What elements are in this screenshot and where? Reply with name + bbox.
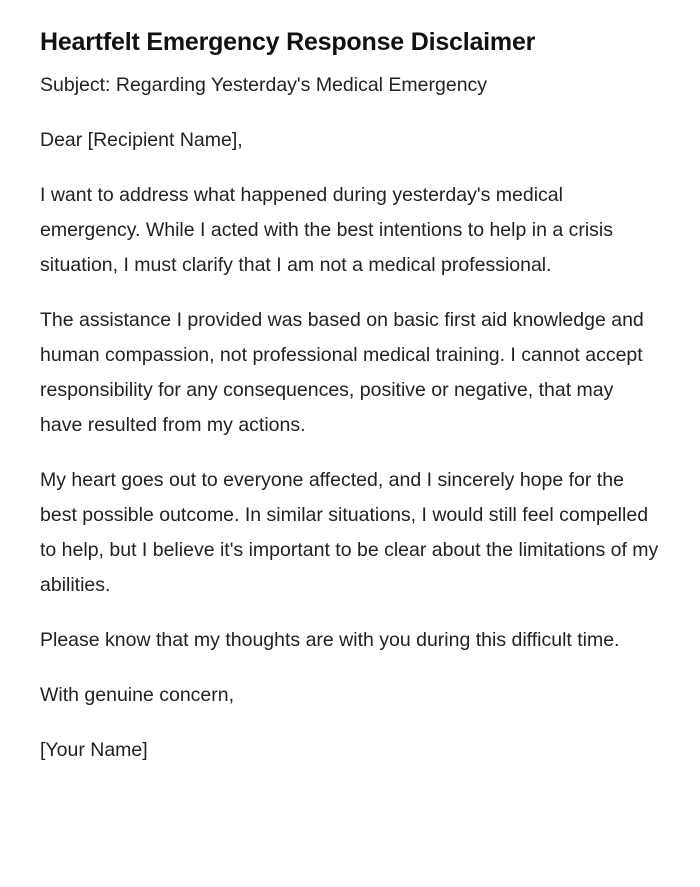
body-paragraph-2: The assistance I provided was based on basic first aid knowledge and human compassion, not professional medical training. I cannot accept responsibility for any consequences, positive or negative, that may have resulted from my actions.	[40, 309, 644, 436]
signature: [Your Name]	[40, 739, 148, 761]
body-paragraph-3: My heart goes out to everyone affected, and I sincerely hope for the best possible outcome. In similar situations, I would still feel compelled to help, but I believe it's important to be clear about the limitations of my abilities.	[40, 469, 659, 596]
closing: With genuine concern,	[40, 684, 235, 706]
document-title: Heartfelt Emergency Response Disclaimer	[40, 28, 536, 56]
body-paragraph-4: Please know that my thoughts are with you during this difficult time.	[40, 629, 620, 651]
body-paragraph-1: I want to address what happened during yesterday's medical emergency. While I acted with the best intentions to help in a crisis situation, I must clarify that I am not a medical professional.	[40, 184, 614, 276]
subject-line: Subject: Regarding Yesterday's Medical Emergency	[40, 74, 488, 96]
salutation: Dear [Recipient Name],	[40, 129, 243, 151]
